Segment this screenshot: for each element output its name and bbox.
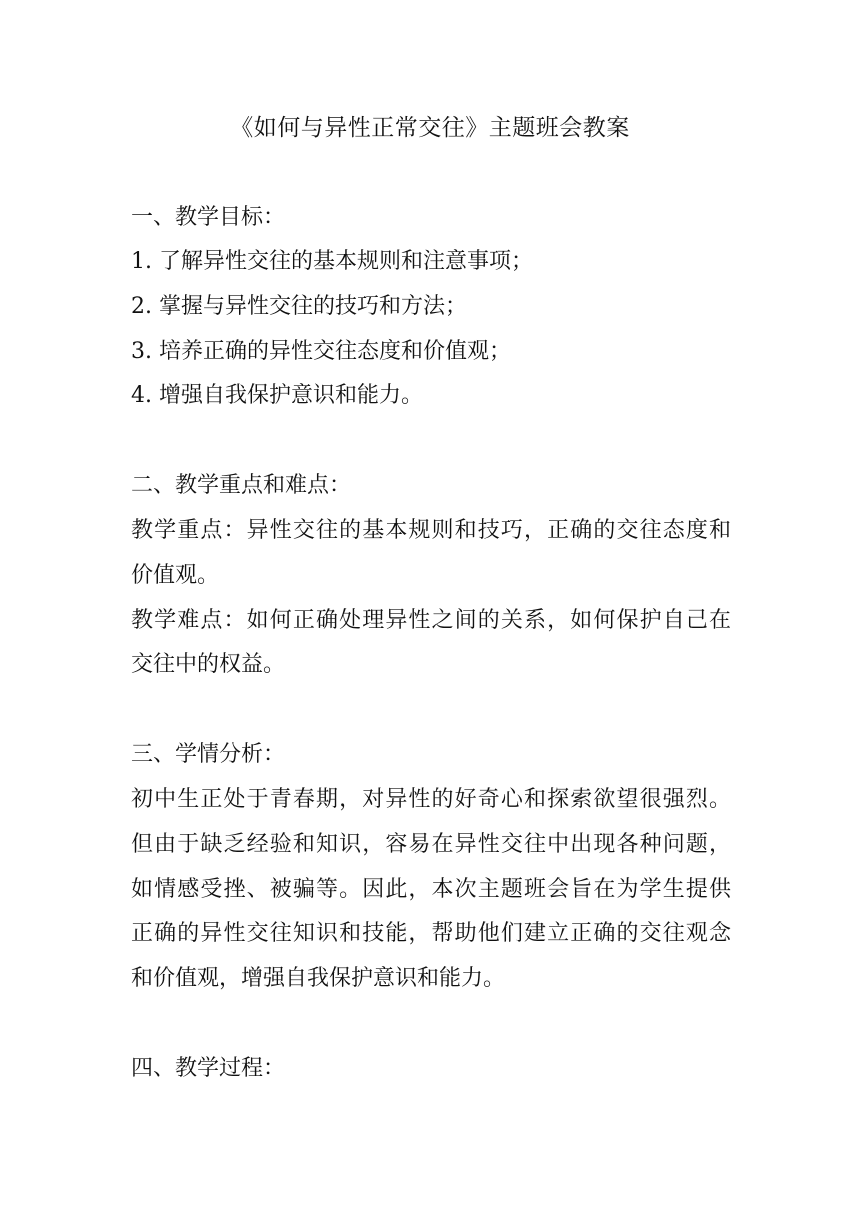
key-points-line-1: 教学重点：异性交往的基本规则和技巧，正确的交往态度和 xyxy=(131,518,731,543)
objective-item-3: 3. 培养正确的异性交往态度和价值观； xyxy=(131,339,511,364)
section-heading-key-points: 二、教学重点和难点： xyxy=(131,473,352,498)
section-heading-process: 四、教学过程： xyxy=(131,1056,286,1081)
section-heading-objectives: 一、教学目标： xyxy=(131,205,286,230)
objective-item-1: 1. 了解异性交往的基本规则和注意事项； xyxy=(131,249,533,274)
key-points-line-3: 教学难点：如何正确处理异性之间的关系，如何保护自己在 xyxy=(131,608,731,633)
document-title: 《如何与异性正常交往》主题班会教案 xyxy=(230,115,630,141)
section-heading-learner-analysis: 三、学情分析： xyxy=(131,742,286,767)
objective-item-4: 4. 增强自我保护意识和能力。 xyxy=(131,383,423,408)
objective-item-2: 2. 掌握与异性交往的技巧和方法； xyxy=(131,294,467,319)
key-points-line-4: 交往中的权益。 xyxy=(131,652,286,677)
learner-analysis-line-4: 正确的异性交往知识和技能，帮助他们建立正确的交往观念 xyxy=(131,921,731,946)
learner-analysis-line-1: 初中生正处于青春期，对异性的好奇心和探索欲望很强烈。 xyxy=(131,787,731,812)
key-points-line-2: 价值观。 xyxy=(131,563,220,588)
learner-analysis-line-3: 如情感受挫、被骗等。因此，本次主题班会旨在为学生提供 xyxy=(131,877,731,902)
learner-analysis-line-2: 但由于缺乏经验和知识，容易在异性交往中出现各种问题， xyxy=(131,832,731,857)
learner-analysis-line-5: 和价值观，增强自我保护意识和能力。 xyxy=(131,966,506,991)
